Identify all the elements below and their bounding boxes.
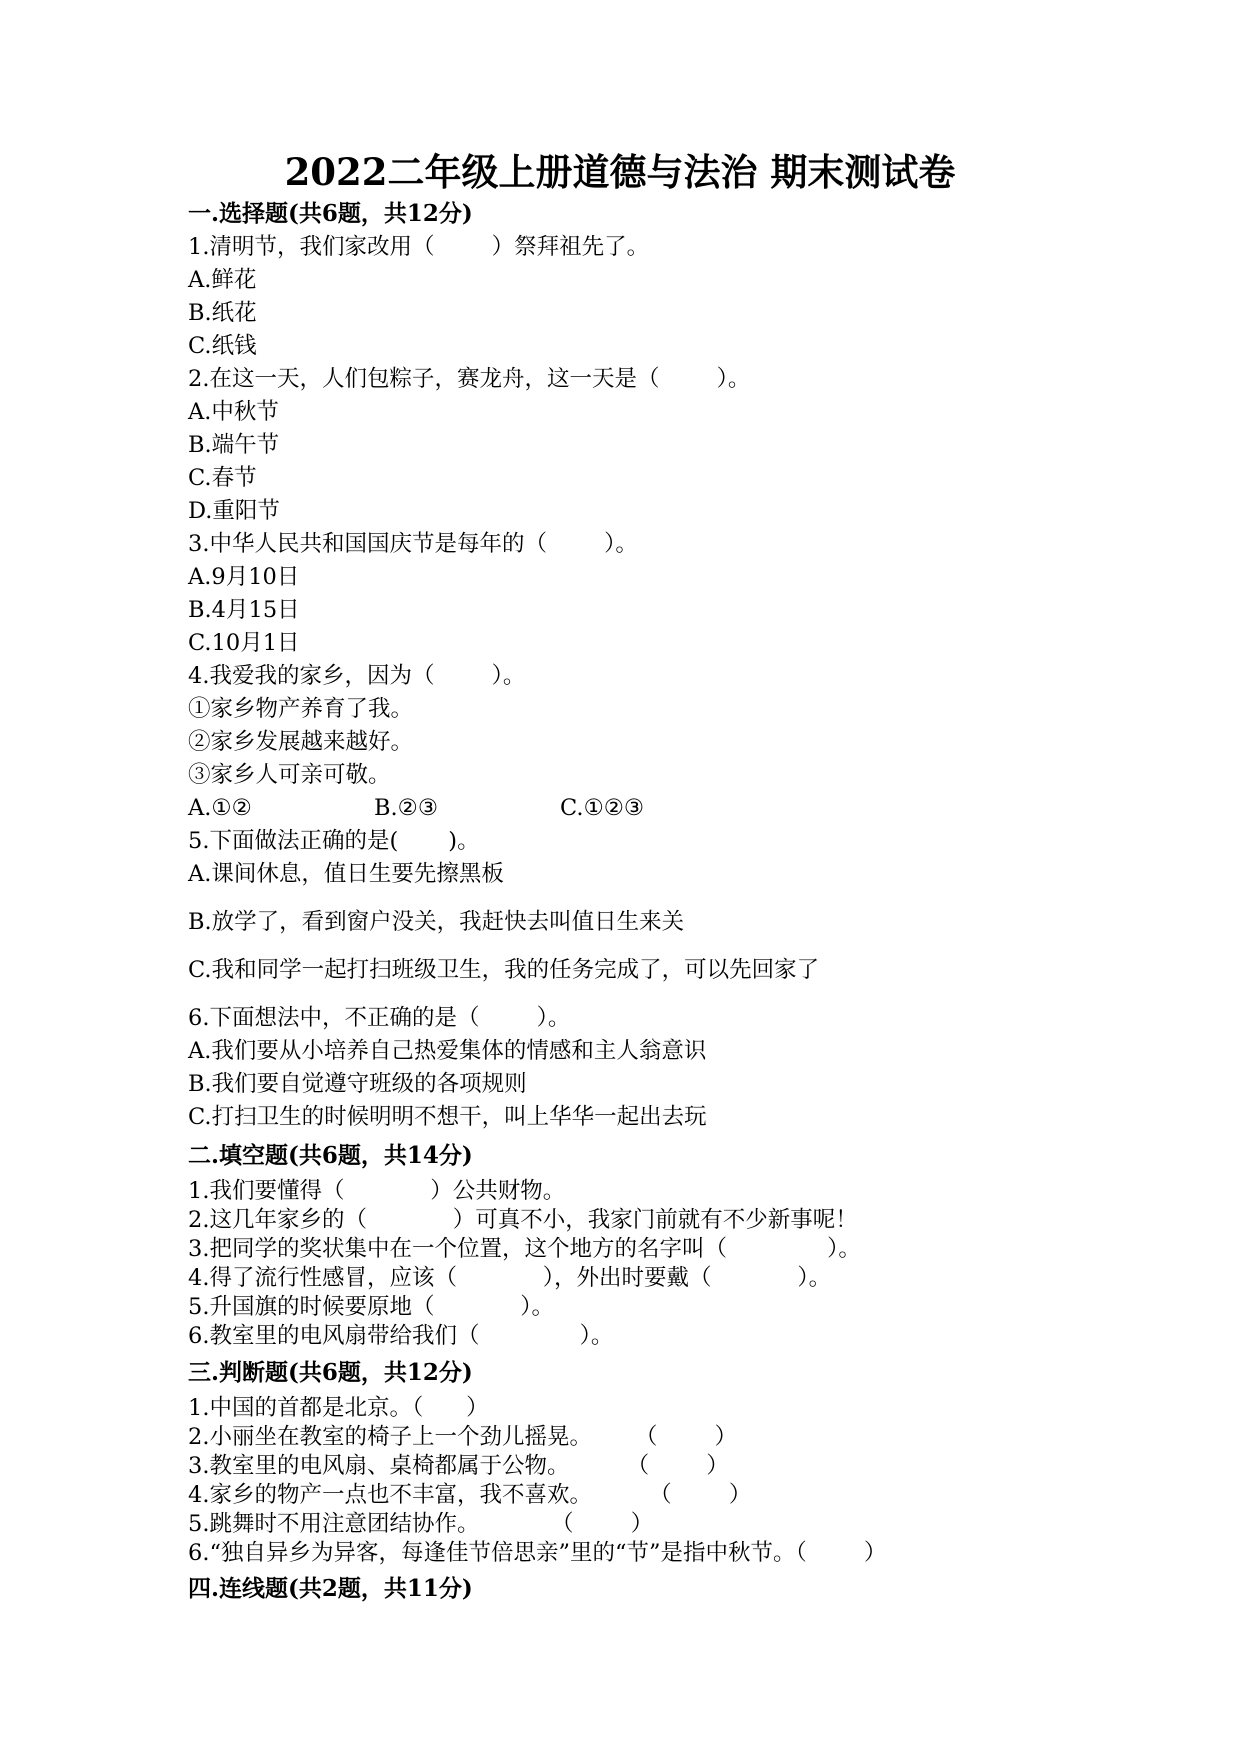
answer-option: C.①②③ [560, 795, 645, 821]
answer-option: C.纸钱 [188, 333, 257, 359]
answer-option: C.打扫卫生的时候明明不想干，叫上华华一起出去玩 [188, 1104, 707, 1130]
question-text: 4.我爱我的家乡，因为（ ）。 [188, 663, 526, 689]
question-text: 2.在这一天，人们包粽子，赛龙舟，这一天是（ ）。 [188, 366, 751, 392]
answer-option: A.我们要从小培养自己热爱集体的情感和主人翁意识 [188, 1038, 707, 1064]
judge-question: 6.“独自异乡为异客，每逢佳节倍思亲”里的“节”是指中秋节。（ ） [188, 1540, 887, 1566]
question-text: 3.中华人民共和国国庆节是每年的（ ）。 [188, 531, 638, 557]
statement-item: ②家乡发展越来越好。 [188, 729, 414, 755]
section-heading-matching: 四.连线题(共2题，共11分) [188, 1575, 473, 1602]
section-heading-judge: 三.判断题(共6题，共12分) [188, 1359, 473, 1386]
answer-option: B.4月15日 [188, 597, 300, 623]
answer-option: A.9月10日 [188, 564, 300, 590]
answer-option: C.我和同学一起打扫班级卫生，我的任务完成了，可以先回家了 [188, 957, 820, 983]
answer-option: A.中秋节 [188, 399, 279, 425]
question-text: 1.清明节，我们家改用（ ）祭拜祖先了。 [188, 234, 650, 260]
answer-option: B.端午节 [188, 432, 280, 458]
answer-option: B.纸花 [188, 300, 257, 326]
judge-question: 5.跳舞时不用注意团结协作。 （ ） [188, 1511, 654, 1537]
answer-option: C.春节 [188, 465, 257, 491]
judge-question: 4.家乡的物产一点也不丰富，我不喜欢。 （ ） [188, 1482, 752, 1508]
answer-option: A.鲜花 [188, 267, 257, 293]
answer-option-row [188, 792, 788, 824]
judge-question: 1.中国的首都是北京。（ ） [188, 1395, 489, 1421]
page-title: 2022二年级上册道德与法治 期末测试卷 [284, 150, 956, 194]
section-heading-fill: 二.填空题(共6题，共14分) [188, 1142, 473, 1169]
question-text: 5.下面做法正确的是( )。 [188, 828, 480, 854]
fill-question: 2.这几年家乡的（ ）可真不小，我家门前就有不少新事呢！ [188, 1207, 858, 1233]
answer-option: C.10月1日 [188, 630, 300, 656]
fill-question: 6.教室里的电风扇带给我们（ ）。 [188, 1323, 614, 1349]
answer-option: D.重阳节 [188, 498, 280, 524]
answer-option: B.放学了，看到窗户没关，我赶快去叫值日生来关 [188, 909, 685, 935]
answer-option: B.我们要自觉遵守班级的各项规则 [188, 1071, 527, 1097]
judge-question: 3.教室里的电风扇、桌椅都属于公物。 （ ） [188, 1453, 729, 1479]
fill-question: 3.把同学的奖状集中在一个位置，这个地方的名字叫（ ）。 [188, 1236, 861, 1262]
statement-item: ①家乡物产养育了我。 [188, 696, 414, 722]
fill-question: 1.我们要懂得（ ）公共财物。 [188, 1178, 566, 1204]
answer-option: A.课间休息，值日生要先擦黑板 [188, 861, 504, 887]
question-text: 6.下面想法中，不正确的是（ ）。 [188, 1005, 571, 1031]
fill-question: 4.得了流行性感冒，应该（ ），外出时要戴（ ）。 [188, 1265, 832, 1291]
answer-option: A.①② [188, 795, 252, 821]
judge-question: 2.小丽坐在教室的椅子上一个劲儿摇晃。 （ ） [188, 1424, 738, 1450]
section-heading-choice: 一.选择题(共6题，共12分) [188, 200, 473, 227]
answer-option: B.②③ [374, 795, 439, 821]
statement-item: ③家乡人可亲可敬。 [188, 762, 391, 788]
fill-question: 5.升国旗的时候要原地（ ）。 [188, 1294, 555, 1320]
